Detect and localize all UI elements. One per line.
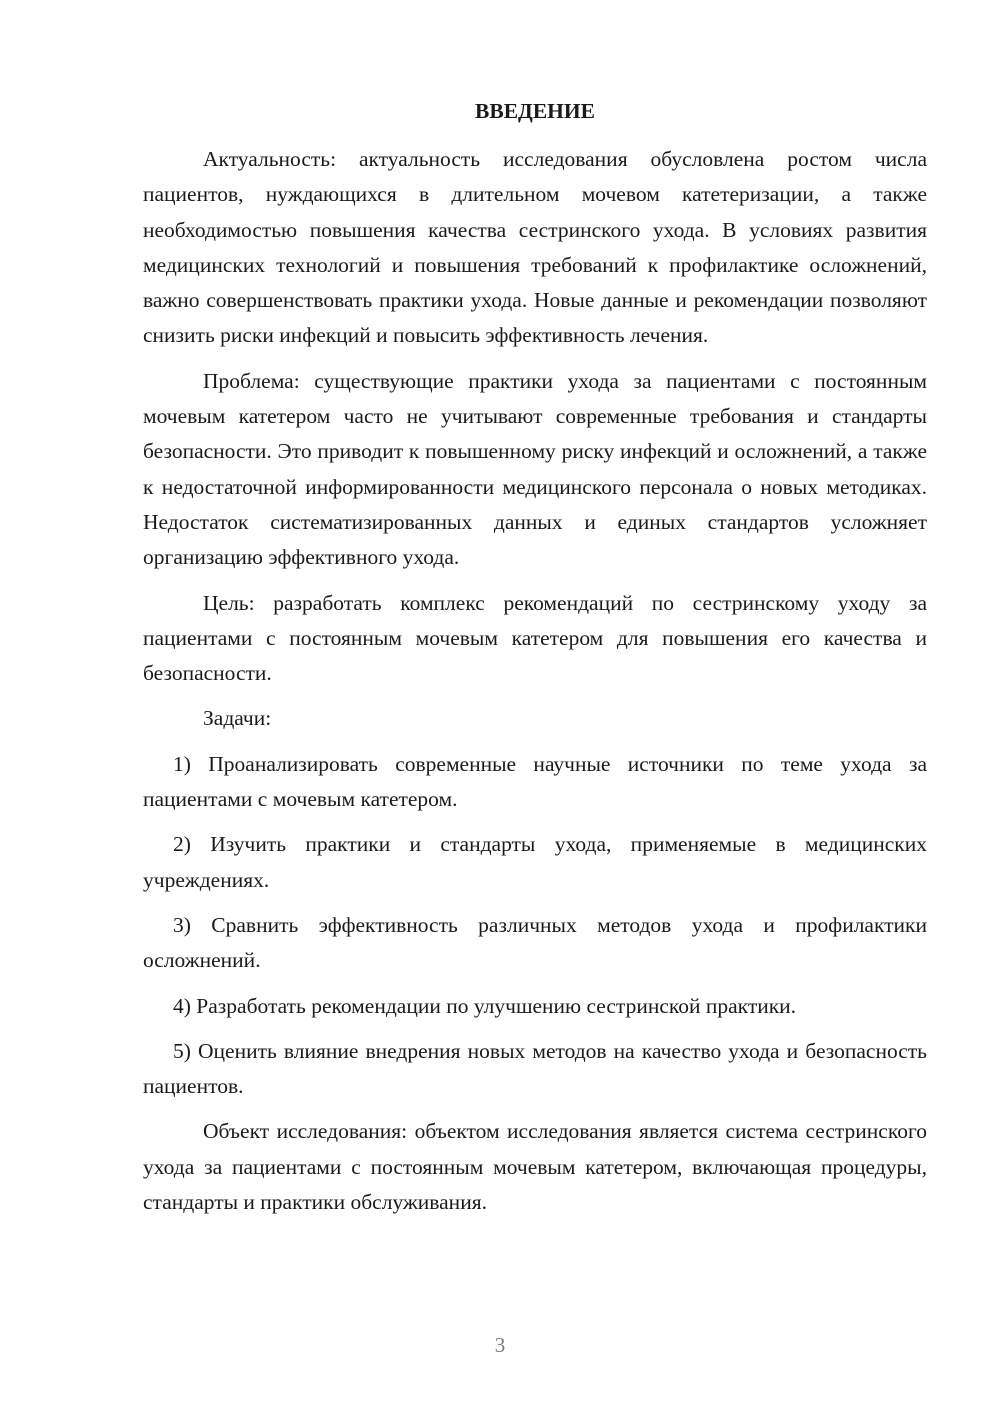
- task-item-1: 1) Проанализировать современные научные источники по теме ухода за пациентами с мочевым катетером.: [143, 751, 927, 812]
- task-item-4: 4) Разработать рекомендации по улучшению сестринской практики.: [173, 993, 797, 1018]
- page-title: ВВЕДЕНИЕ: [475, 99, 595, 123]
- paragraph-problem: Проблема: существующие практики ухода за пациентами с постоянным мочевым катетером часто не учитывают современные требования и стандарты безопасности. Это приводит к повышенному риску инфекций и осложнений, а также к недостаточной информированности медицинского персонала о новых методиках. Недостаток систематизированных данных и единых стандартов усложняет организацию эффективного ухода.: [143, 368, 927, 570]
- tasks-heading: Задачи:: [203, 706, 272, 731]
- task-item-2: 2) Изучить практики и стандарты ухода, применяемые в медицинских учреждениях.: [143, 832, 927, 892]
- paragraph-object: Объект исследования: объектом исследования является система сестринского ухода за пациентами с постоянным мочевым катетером, включающая процедуры, стандарты и практики обслуживания.: [143, 1119, 927, 1215]
- task-item-5: 5) Оценить влияние внедрения новых методов на качество ухода и безопасность пациентов.: [143, 1038, 927, 1099]
- page-number: 3: [494, 1333, 506, 1357]
- paragraph-goal: Цель: разработать комплекс рекомендаций по сестринскому уходу за пациентами с постоянным мочевым катетером для повышения его качества и безопасности.: [143, 590, 927, 686]
- paragraph-relevance: Актуальность: актуальность исследования обусловлена ростом числа пациентов, нуждающихся в длительном мочевом катетеризации, а также необходимостью повышения качества сестринского ухода. В условиях развития медицинских технологий и повышения требований к профилактике осложнений, важно совершенствовать практики ухода. Новые данные и рекомендации позволяют снизить риски инфекций и повысить эффективность лечения.: [143, 147, 927, 348]
- document-page: [143, 96, 927, 1230]
- task-item-3: 3) Сравнить эффективность различных методов ухода и профилактики осложнений.: [143, 912, 927, 973]
